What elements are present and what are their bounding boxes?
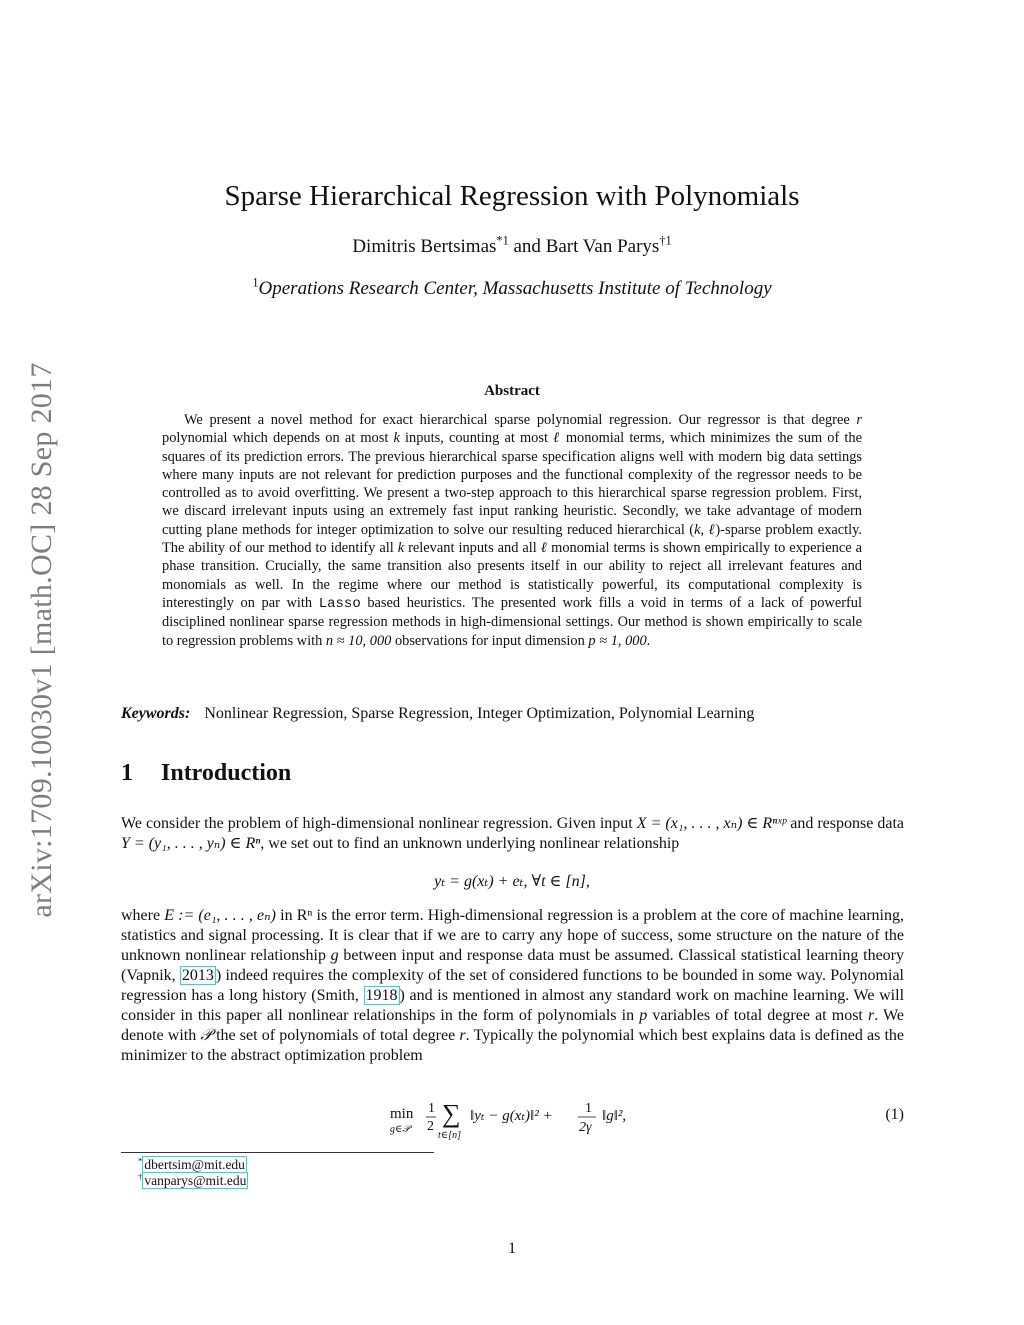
affiliation bbox=[0, 275, 1024, 300]
svg-text:t∈[n]: t∈[n] bbox=[438, 1130, 461, 1141]
svg-text:1: 1 bbox=[428, 1101, 435, 1116]
footnote-1: * dbertsim@mit.edu bbox=[138, 1155, 245, 1172]
authors bbox=[0, 233, 1024, 258]
abstract-heading: Abstract bbox=[484, 383, 540, 399]
svg-text:1: 1 bbox=[585, 1101, 592, 1116]
keywords-text: Nonlinear Regression, Sparse Regression, Integer Optimization, Polynomial Learning bbox=[204, 705, 755, 722]
author-1: Dimitris Bertsimas bbox=[352, 236, 497, 257]
optimization-formula bbox=[390, 1098, 650, 1144]
svg-text:∑: ∑ bbox=[442, 1099, 461, 1128]
section-heading bbox=[121, 760, 291, 787]
affiliation-mark: 1 bbox=[252, 275, 259, 290]
paper-title: Sparse Hierarchical Regression with Polynomials bbox=[224, 180, 800, 212]
author-1-mark: *1 bbox=[496, 233, 509, 248]
equation-number: (1) bbox=[885, 1106, 904, 1123]
intro-paragraph-2: where E := (e₁, . . . , eₙ) in Rⁿ is the error term. High-dimensional regression is a problem at the core of machine learning, statistics and signal processing. It is clear that if we are to carry any hope of success, some structure on the nature of the unknown nonlinear relationship g between input and response data must be assumed. Classical statistical learning theory (Vapnik, 2013 ) indeed requires the complexity of the set of considered functions to be bounded in some way. Polynomial regression has a long history (Smith, 1918 ) and is mentioned in almost any standard work on machine learning. We will consider in this paper all nonlinear relationships in the form of polynomials in p variables of total degree at most r. We denote with 𝒫 the set of polynomials of total degree r. Typically the polynomial which best explains data is defined as the minimizer to the abstract optimization problem bbox=[121, 907, 905, 1064]
keywords bbox=[121, 705, 904, 723]
author-2-mark: †1 bbox=[659, 233, 672, 248]
section-title: Introduction bbox=[161, 760, 292, 786]
svg-text:g∈𝒫: g∈𝒫 bbox=[390, 1124, 410, 1135]
email-link-1[interactable]: dbertsim@mit.edu bbox=[144, 1157, 245, 1172]
citation-vapnik-2013[interactable]: 2013 bbox=[181, 967, 214, 984]
lasso-code: Lasso bbox=[318, 595, 361, 612]
footnote-rule bbox=[121, 1152, 434, 1153]
arxiv-identifier: arXiv:1709.10030v1 [math.OC] 28 Sep 2017 bbox=[25, 362, 58, 918]
intro-paragraph-1: We consider the problem of high-dimensional nonlinear regression. Given input X = (x₁, . . . , xₙ) ∈ Rⁿˣᵖ and response data Y = (y₁, . . . , yₙ) ∈ Rⁿ, we set out to find an unknown underlying nonlinear relationship bbox=[121, 815, 905, 852]
section-number: 1 bbox=[121, 760, 133, 786]
svg-text:min: min bbox=[390, 1106, 414, 1122]
author-2: Bart Van Parys bbox=[545, 236, 660, 257]
author-conjunction: and bbox=[513, 236, 541, 257]
affiliation-text: Operations Research Center, Massachusetts Institute of Technology bbox=[258, 278, 772, 299]
abstract-body: We present a novel method for exact hierarchical sparse polynomial regression. Our regressor is that degree r polynomial which depends on at most k inputs, counting at most ℓ monomial terms, which minimizes the sum of the squares of its prediction errors. The previous hierarchical sparse specification aligns well with modern big data settings where many inputs are not relevant for prediction purposes and the functional complexity of the regressor needs to be controlled as to avoid overfitting. We present a two-step approach to this hierarchical sparse regression problem. First, we discard irrelevant inputs using an extremely fast input ranking heuristic. Secondly, we take advantage of modern cutting plane methods for integer optimization to solve our resulting reduced hierarchical (k, ℓ)-sparse problem exactly. The ability of our method to identify all k relevant inputs and all ℓ monomial terms is shown empirically to experience a phase transition. Crucially, the same transition also presents itself in our ability to reject all irrelevant features and monomials as well. In the regime where our method is statistically powerful, its computational complexity is interestingly on par with Lasso based heuristics. The presented work fills a void in terms of a lack of powerful disciplined nonlinear sparse regression methods in high-dimensional settings. Our method is shown empirically to scale to regression problems with n ≈ 10, 000 observations for input dimension p ≈ 1, 000. bbox=[162, 412, 862, 649]
svg-text:‖g‖²,: ‖g‖², bbox=[602, 1108, 627, 1124]
email-link-2[interactable]: vanparys@mit.edu bbox=[144, 1173, 247, 1188]
citation-smith-1918[interactable]: 1918 bbox=[365, 987, 398, 1004]
svg-text:2: 2 bbox=[427, 1119, 434, 1134]
page-number: 1 bbox=[508, 1240, 516, 1257]
footnote-2: † vanparys@mit.edu bbox=[138, 1171, 247, 1188]
equation-model: yₜ = g(xₜ) + eₜ, ∀t ∈ [n], bbox=[434, 873, 590, 890]
svg-text:‖yₜ − g(xₜ)‖² +: ‖yₜ − g(xₜ)‖² + bbox=[470, 1108, 553, 1124]
svg-text:2γ: 2γ bbox=[579, 1120, 592, 1135]
keywords-label: Keywords: bbox=[121, 705, 191, 722]
equation-optimization bbox=[390, 1098, 650, 1149]
